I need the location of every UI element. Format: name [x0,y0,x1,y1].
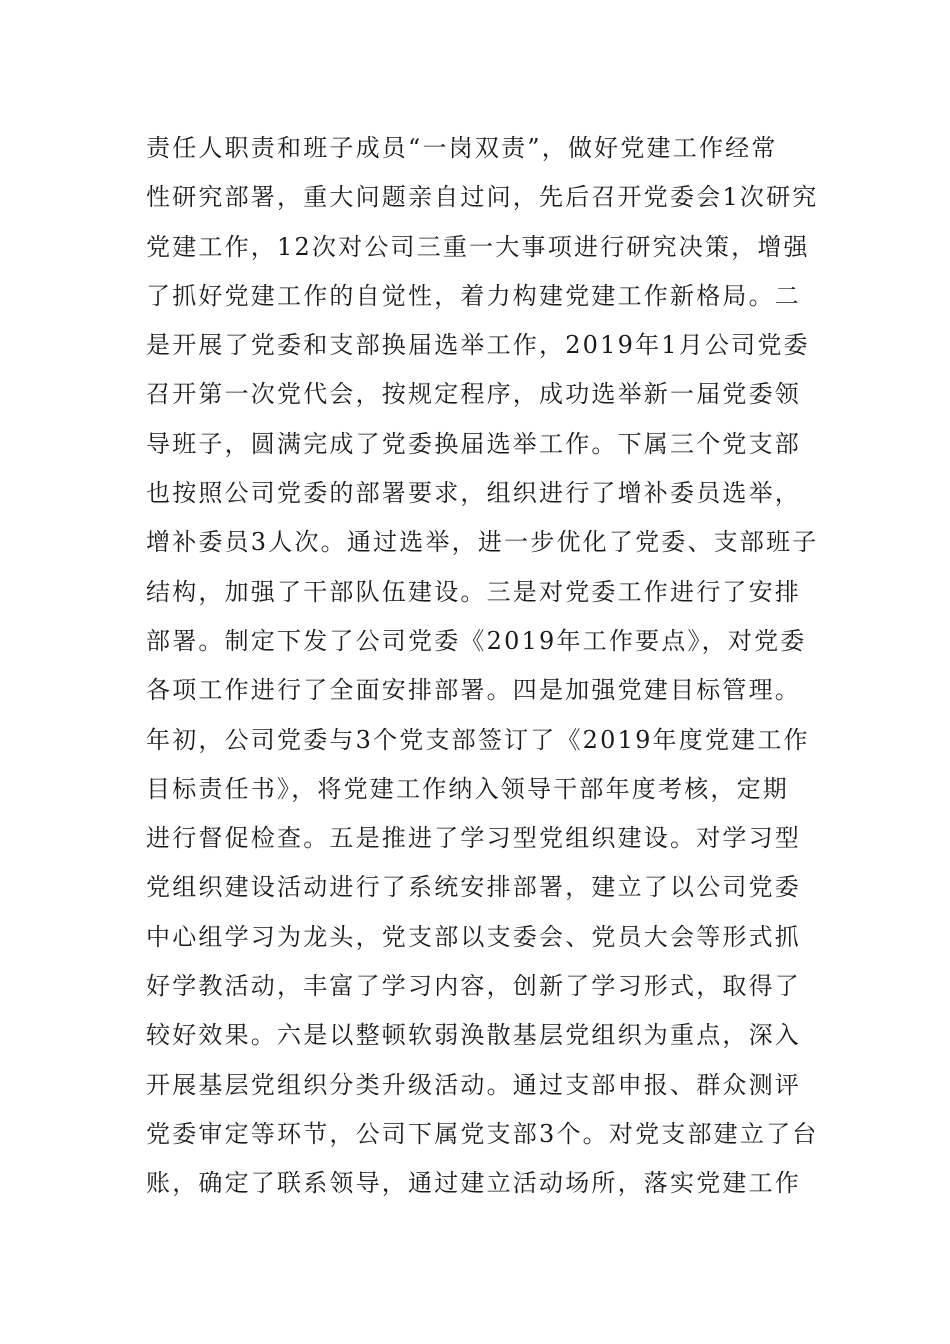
text-line: 各项工作进行了全面安排部署。四是加强党建目标管理。 [146,676,801,705]
text-line: 进行督促检查。五是推进了学习型党组织建设。对学习型 [146,824,801,853]
text-line: 也按照公司党委的部署要求，组织进行了增补委员选举， [146,479,801,508]
text-line: 较好效果。六是以整顿软弱涣散基层党组织为重点，深入 [146,1021,801,1050]
text-line: 增补委员3人次。通过选举，进一步优化了党委、支部班子 [146,528,819,557]
text-line: 导班子，圆满完成了党委换届选举工作。下属三个党支部 [146,429,801,458]
text-line: 开展基层党组织分类升级活动。通过支部申报、群众测评 [146,1070,801,1099]
text-line: 党组织建设活动进行了系统安排部署，建立了以公司党委 [146,873,801,902]
text-line: 部署。制定下发了公司党委《2019年工作要点》，对党委 [146,626,807,655]
text-line: 账，确定了联系领导，通过建立活动场所，落实党建工作 [146,1169,801,1198]
text-line: 党委审定等环节，公司下属党支部3个。对党支部建立了台 [146,1119,819,1148]
text-line: 性研究部署，重大问题亲自过问，先后召开党委会1次研究 [146,183,819,212]
body-paragraph [146,126,819,1211]
text-line: 了抓好党建工作的自觉性，着力构建党建工作新格局。二 [146,281,801,310]
text-line: 结构，加强了干部队伍建设。三是对党委工作进行了安排 [146,577,801,606]
text-line: 目标责任书》，将党建工作纳入领导干部年度考核，定期 [146,774,789,803]
text-line: 责任人职责和班子成员“一岗双责”，做好党建工作经常 [146,134,778,162]
text-line: 召开第一次党代会，按规定程序，成功选举新一届党委领 [146,380,801,409]
text-line: 中心组学习为龙头，党支部以支委会、党员大会等形式抓 [146,922,801,951]
text-line: 年初，公司党委与3个党支部签订了《2019年度党建工作 [146,725,810,754]
text-line: 是开展了党委和支部换届选举工作，2019年1月公司党委 [146,331,810,360]
text-line: 好学教活动，丰富了学习内容，创新了学习形式，取得了 [146,972,801,1001]
text-line: 党建工作，12次对公司三重一大事项进行研究决策，增强 [146,232,810,261]
